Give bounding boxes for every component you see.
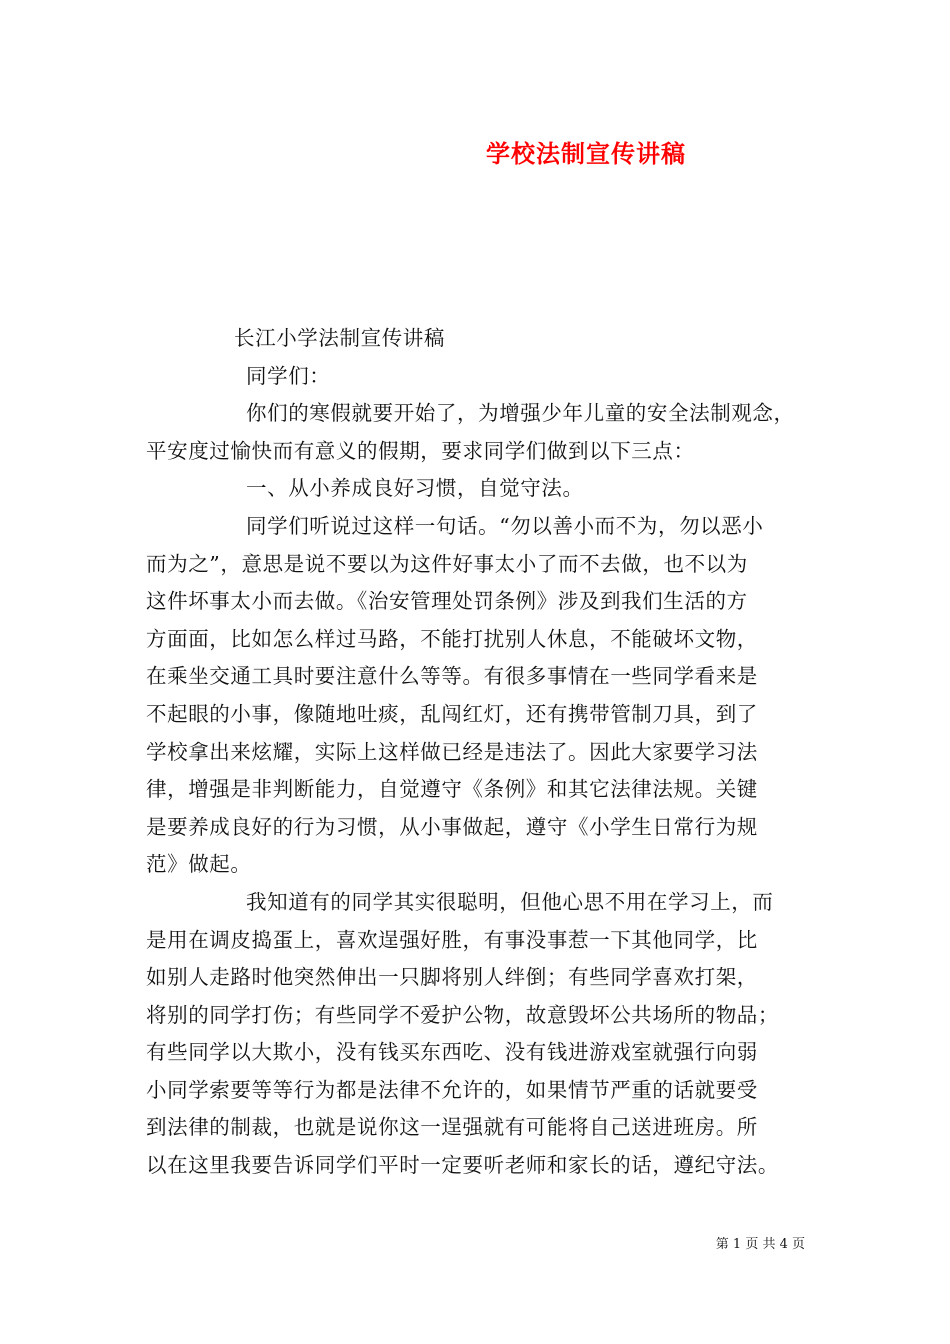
body-line: 是要养成良好的行为习惯，从小事做起，遵守《小学生日常行为规 [146, 814, 758, 839]
body-line: 律，增强是非判断能力，自觉遵守《条例》和其它法律法规。关键 [146, 777, 758, 802]
body-line: 这件坏事太小而去做。《治安管理处罚条例》涉及到我们生活的方 [146, 589, 748, 614]
body-line: 是用在调皮捣蛋上，喜欢逞强好胜，有事没事惹一下其他同学，比 [146, 927, 758, 952]
body-line: 而为之”，意思是说不要以为这件好事太小了而不去做，也不以为 [146, 551, 748, 576]
body-line: 学校拿出来炫耀，实际上这样做已经是违法了。因此大家要学习法 [146, 739, 758, 764]
body-line: 如别人走路时他突然伸出一只脚将别人绊倒；有些同学喜欢打架， [146, 965, 758, 990]
document-title: 学校法制宣传讲稿 [486, 140, 686, 168]
body-line: 平安度过愉快而有意义的假期，要求同学们做到以下三点： [146, 438, 695, 463]
body-line: 到法律的制裁，也就是说你这一逞强就有可能将自己送进班房。所 [146, 1115, 758, 1140]
body-line: 同学们： [246, 363, 331, 388]
body-line: 一、从小养成良好习惯，自觉守法。 [246, 476, 584, 501]
document-body [146, 320, 826, 1185]
body-line: 将别的同学打伤；有些同学不爱护公物，故意毁坏公共场所的物品； [146, 1002, 779, 1027]
body-line: 不起眼的小事，像随地吐痰，乱闯红灯，还有携带管制刀具，到了 [146, 701, 758, 726]
body-line: 你们的寒假就要开始了，为增强少年儿童的安全法制观念， [246, 401, 795, 426]
body-line: 在乘坐交通工具时要注意什么等等。有很多事情在一些同学看来是 [146, 664, 758, 689]
body-line: 我知道有的同学其实很聪明，但他心思不用在学习上，而 [246, 889, 774, 914]
page-number-footer: 第 1 页 共 4 页 [715, 1237, 805, 1252]
body-line: 以在这里我要告诉同学们平时一定要听老师和家长的话，遵纪守法。 [146, 1153, 779, 1178]
body-line: 小同学索要等等行为都是法律不允许的，如果情节严重的话就要受 [146, 1077, 758, 1102]
body-line: 同学们听说过这样一句话。“勿以善小而不为，勿以恶小 [246, 513, 764, 538]
body-line: 范》做起。 [146, 852, 252, 877]
body-line: 有些同学以大欺小，没有钱买东西吃、没有钱进游戏室就强行向弱 [146, 1040, 758, 1065]
body-line: 长江小学法制宣传讲稿 [234, 326, 445, 350]
body-line: 方面面，比如怎么样过马路，不能打扰别人休息，不能破坏文物， [146, 626, 758, 651]
